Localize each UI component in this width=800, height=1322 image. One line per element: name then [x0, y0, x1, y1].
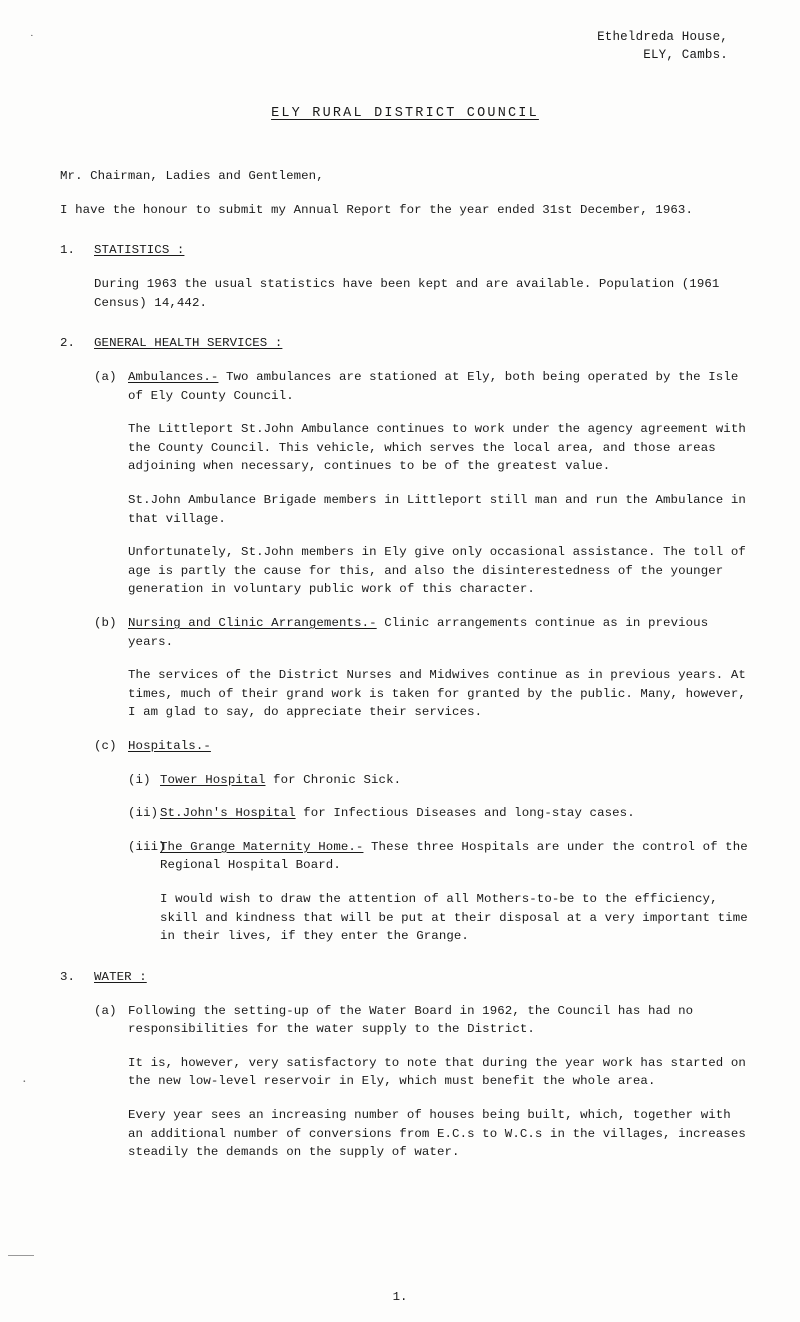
- letter-content: [60, 167, 750, 1162]
- address-line-2: ELY, Cambs.: [643, 48, 728, 63]
- sublist-item-the-grange: [128, 838, 750, 875]
- list-item-water-a: [94, 1002, 750, 1039]
- subitem-body: [160, 838, 750, 875]
- sublist-item-tower-hospital: [128, 771, 750, 790]
- item-body: Following the setting-up of the Water Board in 1962, the Council has had no responsibilities for the water supply to the District.: [128, 1003, 694, 1037]
- subitem-marker: (iii): [128, 839, 166, 854]
- subitem-lead-rest: These three Hospitals are under the control of the Regional Hospital Board.: [160, 839, 748, 873]
- list-item-nursing-clinic: [94, 614, 750, 651]
- section-title: WATER :: [94, 969, 147, 984]
- subitem-lead-label: St.John's Hospital: [160, 806, 296, 821]
- subitem-lead-label: The Grange Maternity Home.-: [160, 839, 364, 854]
- hospitals-closing-paragraph: I would wish to draw the attention of all Mothers-to-be to the efficiency, skill and kindness that will be put at their disposal at a very important time in their lives, if they enter the Grange.: [160, 892, 748, 944]
- subitem-marker: (ii): [128, 806, 159, 821]
- subitem-body: [160, 804, 750, 823]
- salutation: Mr. Chairman, Ladies and Gentlemen,: [60, 169, 324, 184]
- scan-artifact-top-left: ·: [30, 30, 34, 42]
- address-line-1: Etheldreda House,: [597, 30, 728, 44]
- item-marker: (a): [94, 369, 117, 384]
- page-title: ELY RURAL DISTRICT COUNCIL: [271, 106, 539, 122]
- item-lead-label: Nursing and Clinic Arrangements.-: [128, 616, 377, 630]
- subitem-lead-rest: for Infectious Diseases and long-stay cases.: [295, 806, 635, 821]
- water-paragraph-1: It is, however, very satisfactory to note that during the year work has started on the new low-level reservoir in Ely, which must benefit the whole area.: [128, 1055, 746, 1089]
- item-lead-rest: Clinic arrangements continue as in previous years.: [128, 616, 709, 649]
- intro-paragraph: I have the honour to submit my Annual Report for the year ended 31st December, 1963.: [60, 202, 693, 217]
- section-number: 1.: [60, 243, 76, 258]
- item-lead-label: Hospitals.-: [128, 739, 211, 754]
- section-heading-statistics: [60, 241, 750, 260]
- section-number: 2.: [60, 336, 76, 351]
- item-marker: (a): [94, 1003, 117, 1018]
- item-body: [128, 737, 750, 756]
- subitem-lead-rest: for Chronic Sick.: [265, 772, 402, 787]
- subitem-marker: (i): [128, 772, 151, 787]
- item-body: [128, 614, 750, 651]
- subitem-lead-label: Tower Hospital: [160, 772, 266, 787]
- section-heading-water: [60, 968, 750, 987]
- section-title: GENERAL HEALTH SERVICES :: [94, 336, 283, 351]
- item-marker: (c): [94, 739, 117, 754]
- ambulances-paragraph-1: The Littleport St.John Ambulance continues to work under the agency agreement with the County Council. This vehicle, which serves the local area, and those areas adjoining when necessary, continues to be of the greatest value.: [128, 422, 746, 474]
- item-marker: (b): [94, 616, 117, 630]
- ambulances-paragraph-2: St.John Ambulance Brigade members in Littleport still man and run the Ambulance in that village.: [128, 492, 746, 526]
- scan-artifact-bottom-left: [8, 1255, 34, 1256]
- letterhead-address: [60, 28, 750, 64]
- item-lead-label: Ambulances.-: [128, 369, 219, 384]
- list-item-ambulances: [94, 368, 750, 405]
- subitem-body: [160, 771, 750, 790]
- item-body: [128, 368, 750, 405]
- water-paragraph-2: Every year sees an increasing number of houses being built, which, together with an additional number of conversions from E.C.s to W.C.s in the villages, increases steadily the demands on the supply of water.: [128, 1107, 746, 1160]
- ambulances-paragraph-3: Unfortunately, St.John members in Ely give only occasional assistance. The toll of age is partly the cause for this, and also the disinterestedness of the younger generation in voluntary public work of this character.: [128, 545, 746, 597]
- item-lead-rest: Two ambulances are stationed at Ely, both being operated by the Isle of Ely County Council.: [128, 369, 739, 403]
- nursing-paragraph-1: The services of the District Nurses and Midwives continue as in previous years. At times, much of their grand work is taken for granted by the public. Many, however, I am glad to say, do appreciate their services.: [128, 668, 746, 720]
- scan-artifact-mid-left: ·: [22, 1075, 27, 1090]
- section-heading-general-health-services: [60, 334, 750, 353]
- document-body: [60, 28, 750, 1173]
- list-item-hospitals: [94, 737, 750, 756]
- section-number: 3.: [60, 969, 76, 984]
- statistics-paragraph: During 1963 the usual statistics have been kept and are available. Population (1961 Census) 14,442.: [94, 277, 720, 310]
- page-number: 1.: [392, 1290, 408, 1304]
- sublist-item-st-johns-hospital: [128, 804, 750, 823]
- section-title: STATISTICS :: [94, 243, 185, 258]
